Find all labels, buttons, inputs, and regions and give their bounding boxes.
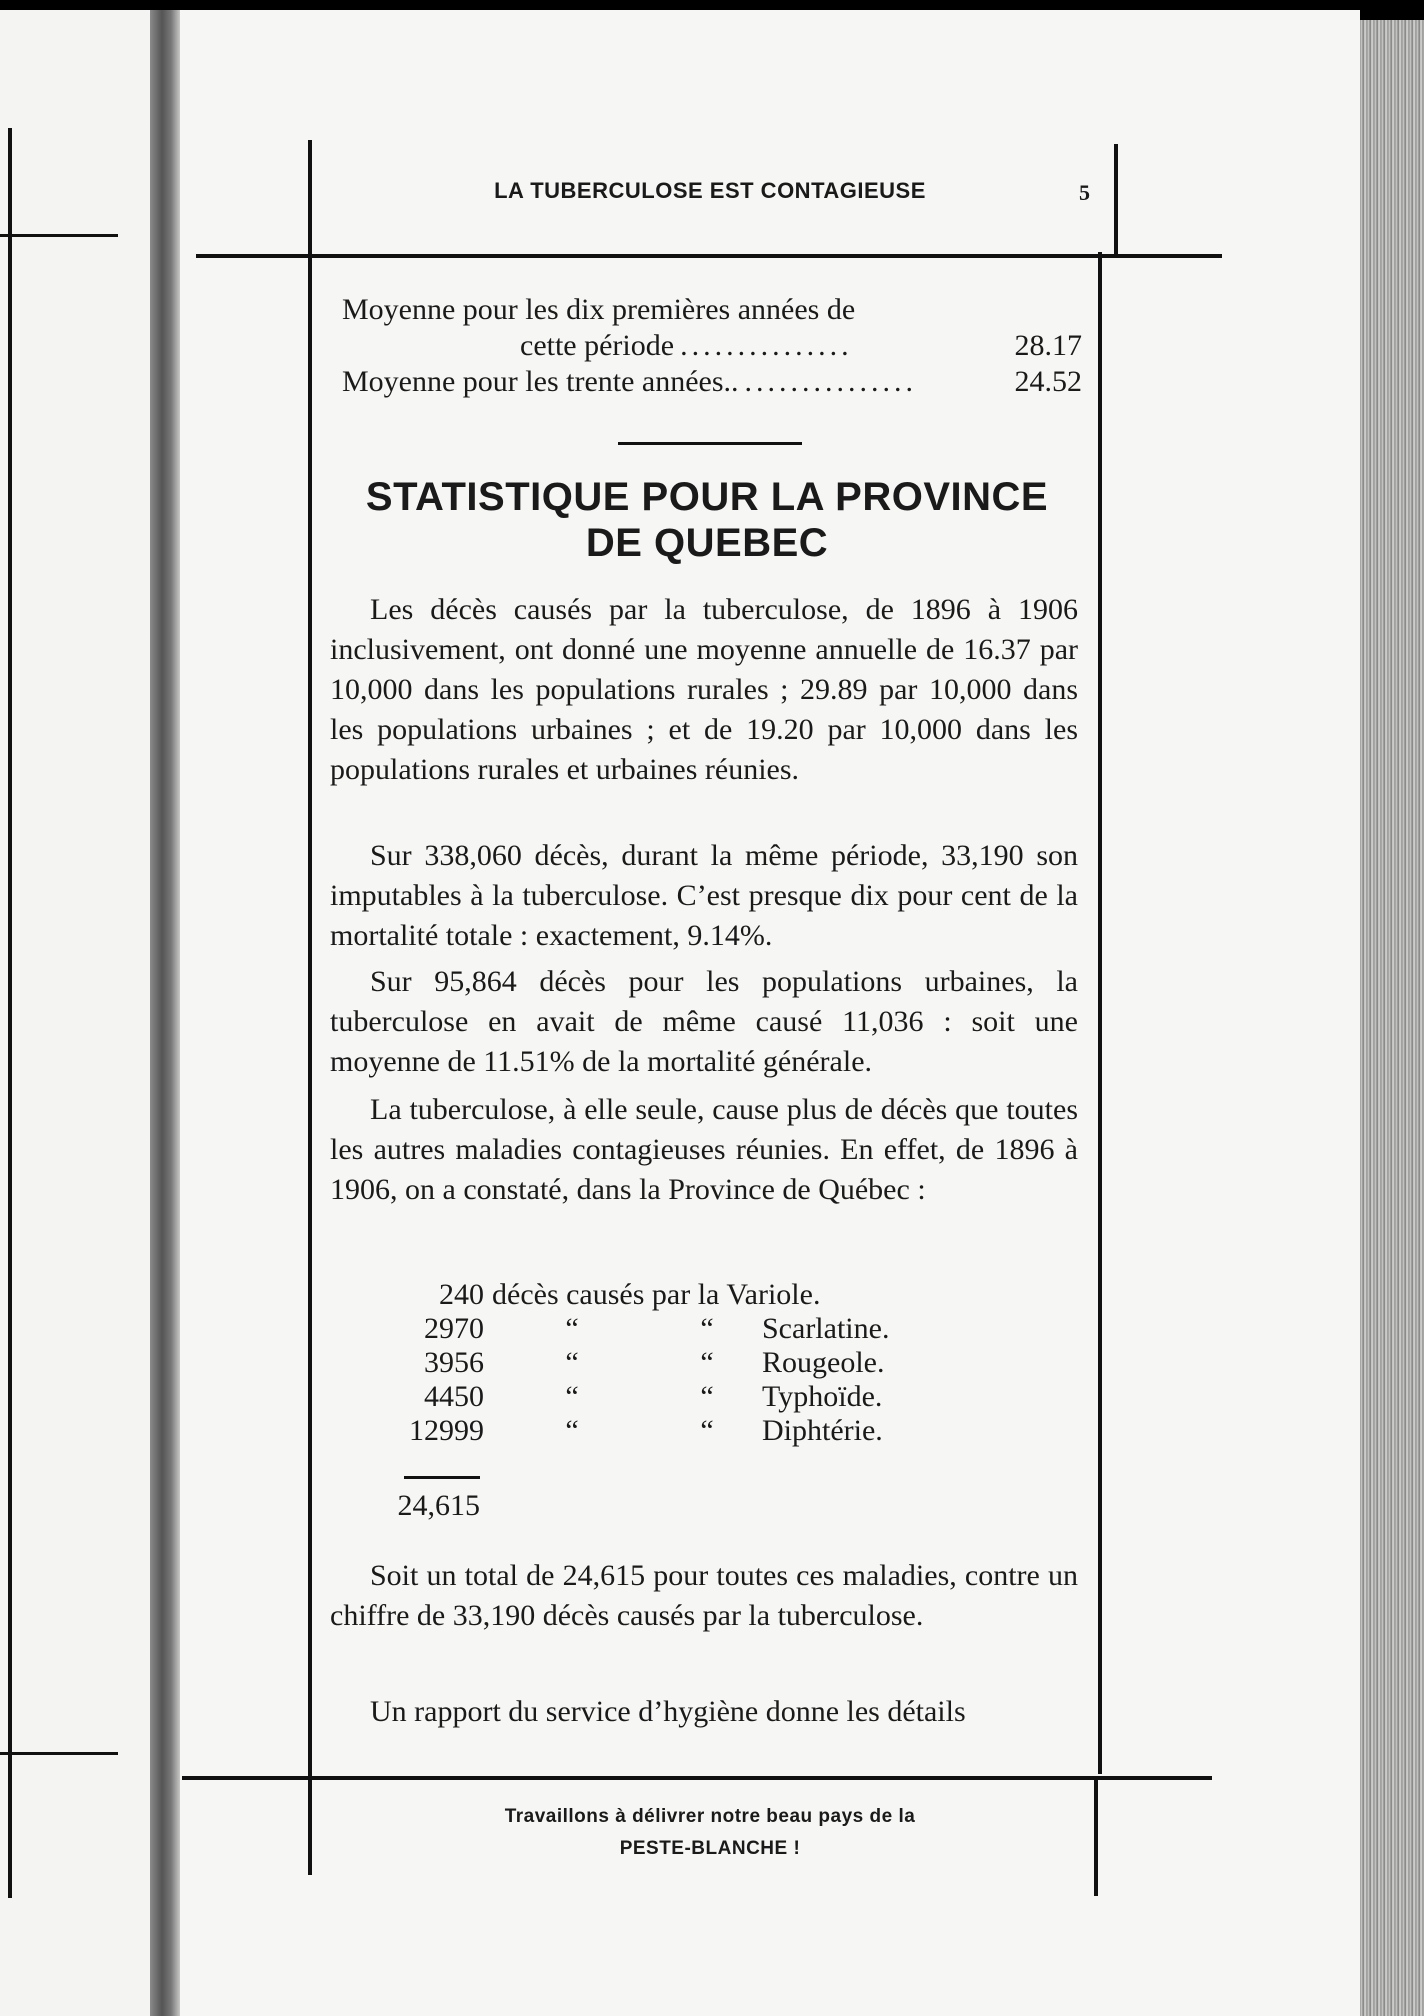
table-row <box>380 1312 922 1346</box>
section-heading-line: DE QUEBEC <box>585 521 829 565</box>
paragraph: Les décès causés par la tuberculose, de 1896 à 1906 inclusivement, ont donné une moyenne annuelle de 16.37 par 10,000 dans les populations rurales ; 29.89 par 10,000 dans les populations urbaines ; et de 19.20 par 10,000 dans les populations rurales et urbaines réunies. <box>330 593 1078 786</box>
footer-line: Travaillons à délivrer notre beau pays de la <box>504 1806 916 1827</box>
disease-name: Rougeole. <box>762 1346 885 1379</box>
average-value: 28.17 <box>1014 329 1082 362</box>
running-head: LA TUBERCULOSE EST CONTAGIEUSE <box>494 178 926 203</box>
leader-dots: ............... <box>680 329 853 362</box>
leader-dots: ............... <box>744 365 918 398</box>
table-total: 24,615 <box>397 1489 480 1522</box>
frame-rule-header <box>196 254 1222 258</box>
average-value: 24.52 <box>1014 365 1082 398</box>
disease-description: décès causés par la Variole. <box>492 1278 821 1311</box>
table-row <box>380 1414 922 1448</box>
average-line-1 <box>342 292 1082 328</box>
disease-name: Diphtérie. <box>762 1414 883 1447</box>
page-number: 5 <box>1079 180 1090 205</box>
death-count: 3956 <box>424 1346 484 1379</box>
average-line-1-cont <box>520 328 1082 364</box>
death-count: 12999 <box>409 1414 484 1447</box>
death-count: 240 <box>439 1278 484 1311</box>
paragraph: Sur 338,060 décès, durant la même période, 33,190 son imputables à la tuberculose. C’est presque dix pour cent de la mortalité totale : exactement, 9.14%. <box>330 839 1078 952</box>
table-row <box>380 1380 922 1414</box>
death-count: 4450 <box>424 1380 484 1413</box>
ditto-mark: “ <box>700 1414 714 1447</box>
footer-line: PESTE-BLANCHE ! <box>619 1838 801 1859</box>
ditto-mark: “ <box>700 1380 714 1413</box>
frame-rule-right-bottom <box>1094 1776 1098 1896</box>
average-label: Moyenne pour les trente années.. <box>342 365 739 398</box>
section-heading-line: STATISTIQUE POUR LA PROVINCE <box>365 475 1049 519</box>
frame-rule-footer <box>182 1776 1212 1780</box>
average-label: cette période <box>520 329 675 362</box>
disease-name: Scarlatine. <box>762 1312 890 1345</box>
frame-rule-right <box>1098 252 1102 1774</box>
ditto-mark: “ <box>565 1312 579 1345</box>
ditto-mark: “ <box>565 1380 579 1413</box>
ditto-mark: “ <box>700 1346 714 1379</box>
page-edges <box>1360 20 1424 2016</box>
frame-rule-right-top <box>1114 144 1118 254</box>
total-rule <box>404 1476 480 1479</box>
disease-name: Typhoïde. <box>762 1380 883 1413</box>
ditto-mark: “ <box>565 1414 579 1447</box>
death-count: 2970 <box>424 1312 484 1345</box>
section-separator <box>618 442 802 445</box>
frame-rule-left <box>308 140 312 1875</box>
left-page <box>0 10 150 2016</box>
paragraph: La tuberculose, à elle seule, cause plus de décès que toutes les autres maladies contagieuses réunies. En effet, de 1896 à 1906, on a constaté, dans la Province de Québec : <box>330 1093 1078 1206</box>
table-row <box>380 1346 922 1380</box>
average-label: Moyenne pour les dix premières années de <box>342 293 856 326</box>
left-page-rule-vertical <box>8 128 12 1898</box>
left-page-rule-bottom <box>0 1752 118 1755</box>
paragraph: Un rapport du service d’hygiène donne les détails <box>370 1695 966 1728</box>
section-heading <box>330 474 1084 566</box>
average-line-2 <box>342 364 1082 400</box>
book-gutter <box>150 10 180 2016</box>
ditto-mark: “ <box>565 1346 579 1379</box>
left-page-rule-top <box>0 234 118 237</box>
ditto-mark: “ <box>700 1312 714 1345</box>
paragraph: Sur 95,864 décès pour les populations urbaines, la tuberculose en avait de même causé 11,036 : soit une moyenne de 11.51% de la mortalité générale. <box>330 965 1078 1078</box>
table-row <box>380 1278 922 1312</box>
disease-table <box>380 1278 922 1448</box>
paragraph: Soit un total de 24,615 pour toutes ces maladies, contre un chiffre de 33,190 décès causés par la tuberculose. <box>330 1559 1078 1632</box>
